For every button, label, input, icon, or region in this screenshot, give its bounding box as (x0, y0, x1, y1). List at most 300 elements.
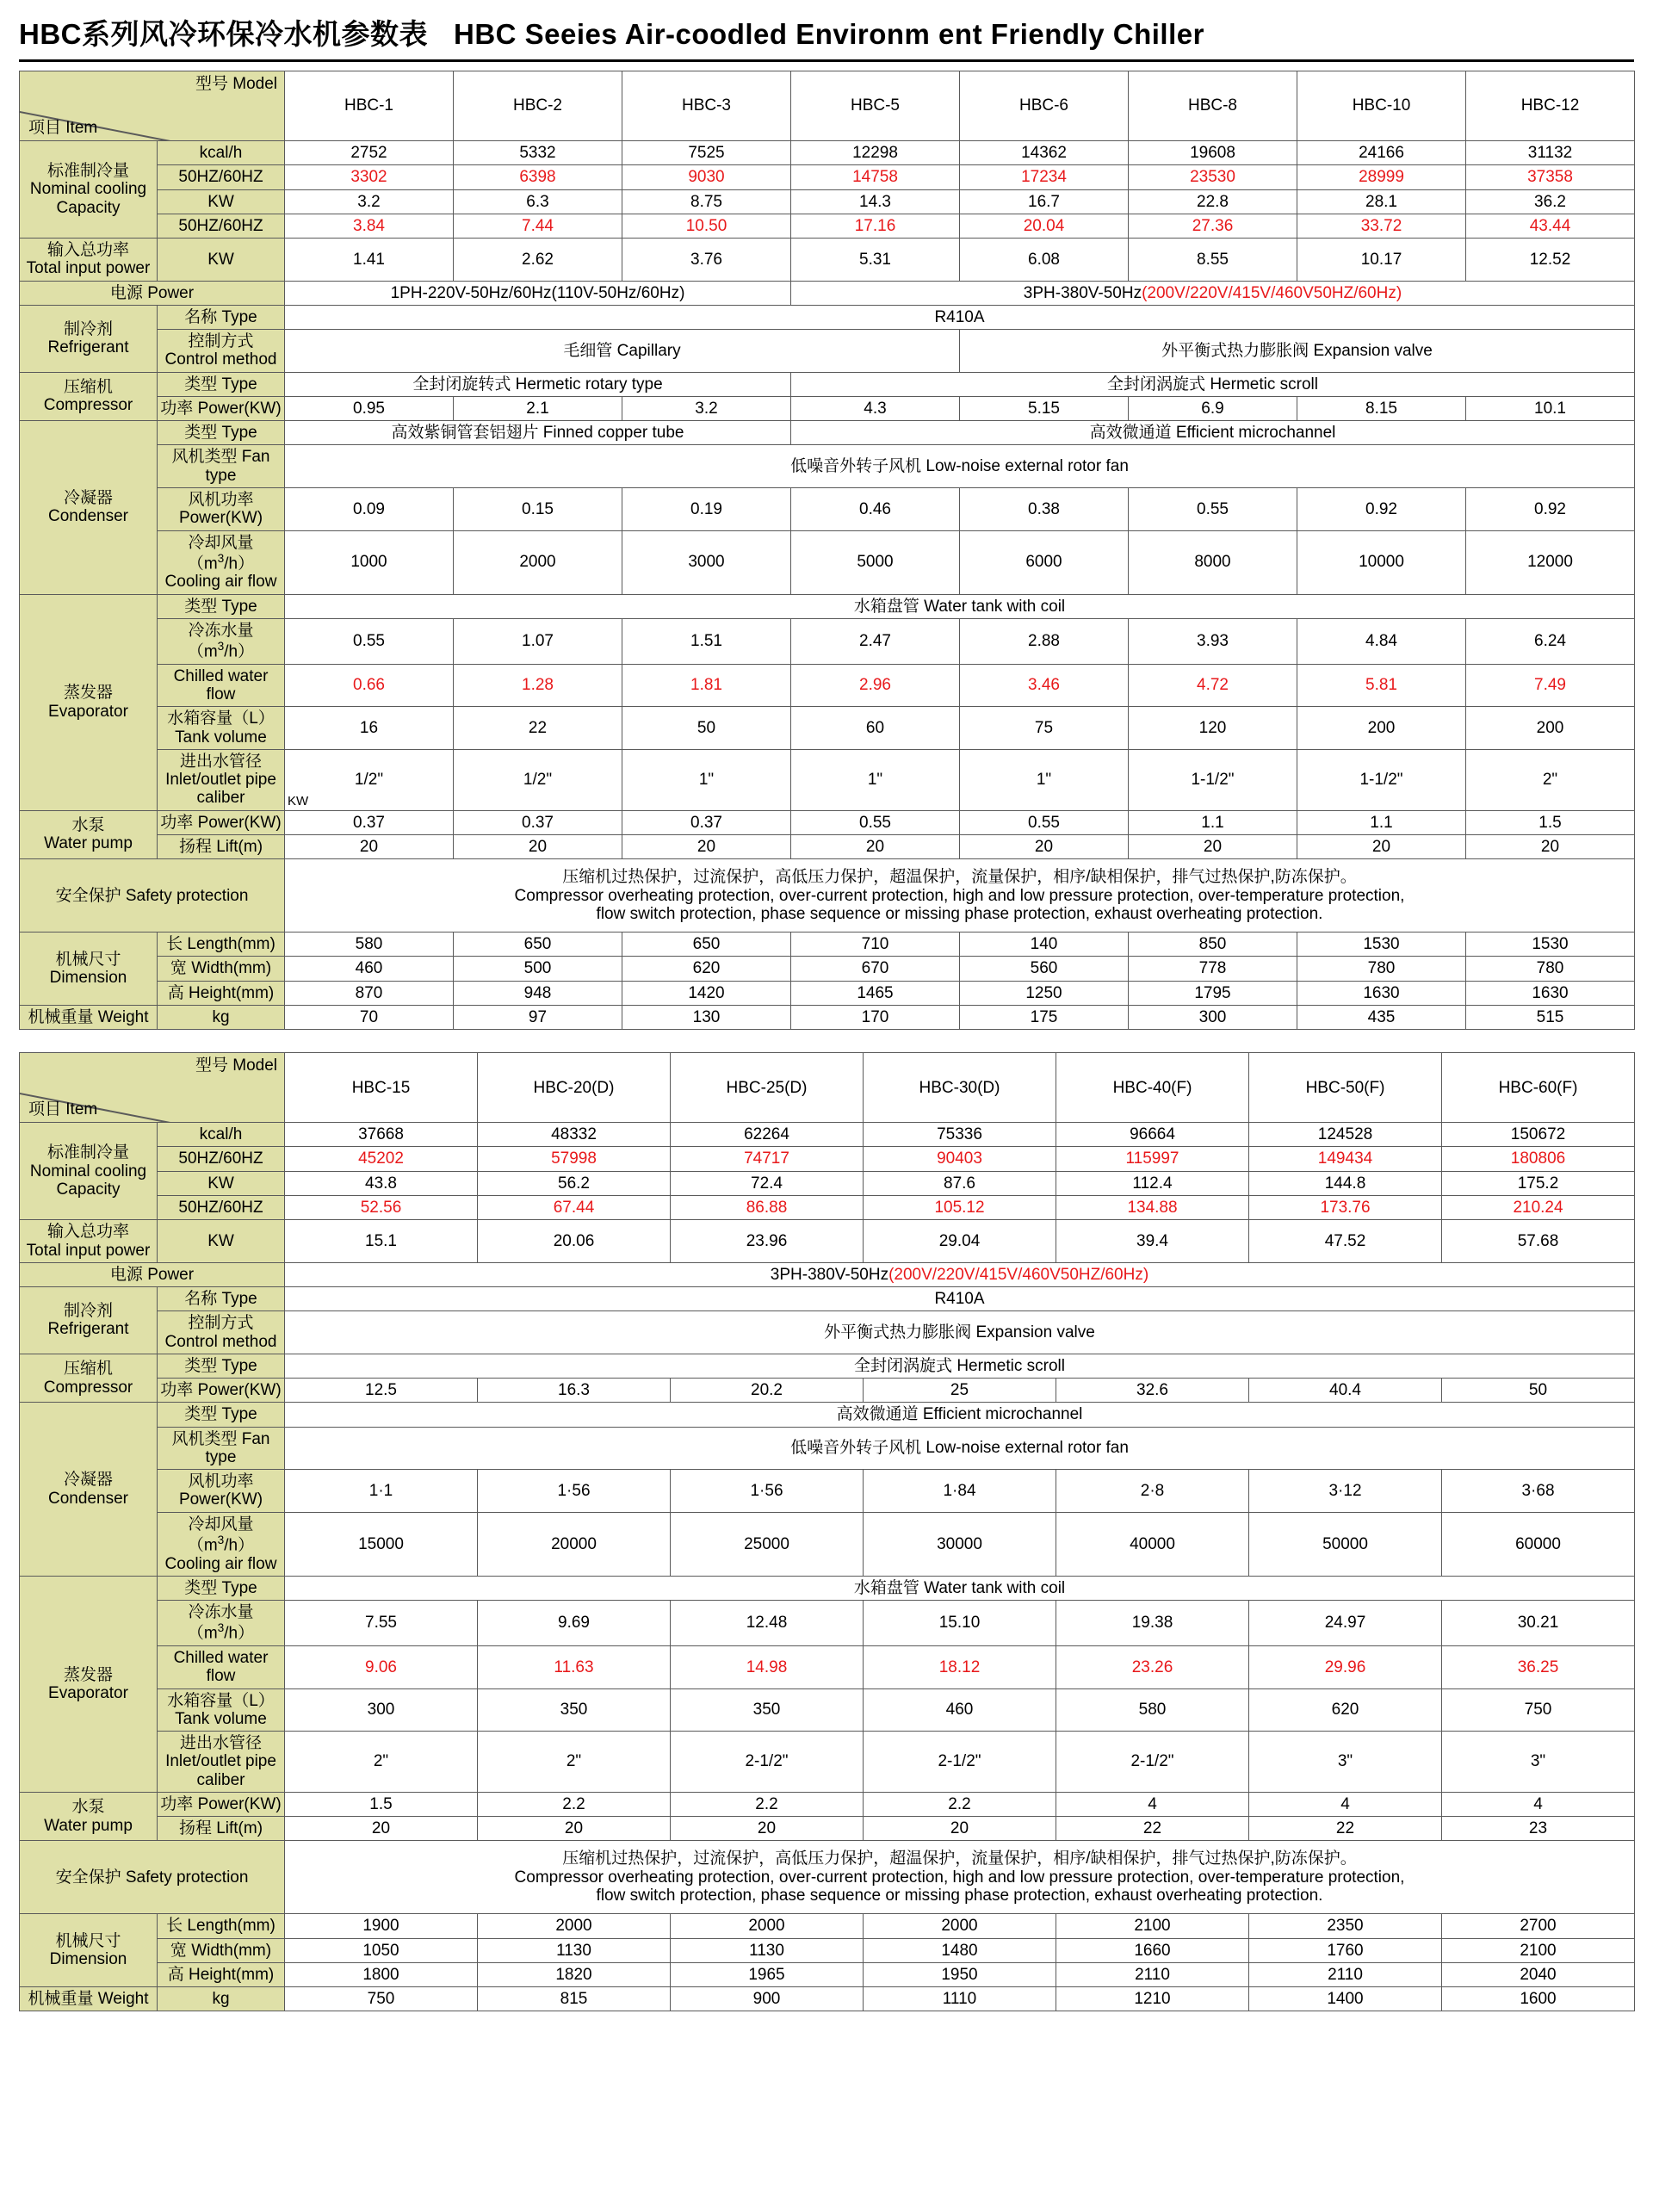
model-header-cell: HBC-50(F) (1249, 1053, 1442, 1123)
cell-value: 620 (622, 957, 791, 981)
cell-value: 20 (478, 1817, 671, 1841)
cell-value: 1/2" (454, 749, 622, 810)
model-header-cell: HBC-10 (1297, 71, 1466, 141)
row-label-total-input-power: 输入总功率 Total input power (20, 1220, 158, 1263)
cell-value: 3000 (622, 530, 791, 594)
cell-value: 815 (478, 1987, 671, 2011)
cell-value: 10.1 (1466, 396, 1635, 420)
cell-power-right (791, 281, 1635, 305)
table-row (20, 421, 1635, 445)
cell-value: 48332 (478, 1123, 671, 1147)
row-label-dimension: 机械尺寸 Dimension (20, 933, 158, 1006)
cell-value: 140 (960, 933, 1129, 957)
row-sublabel-power-kw: 功率 Power(KW) (158, 1792, 285, 1816)
cell-value: 43.8 (285, 1171, 478, 1195)
cell-value: 3" (1442, 1732, 1635, 1793)
table-row (20, 664, 1635, 707)
cell-value: 33.72 (1297, 214, 1466, 238)
table-row (20, 1123, 1635, 1147)
cell-value: 20.06 (478, 1220, 671, 1263)
row-sublabel-width: 宽 Width(mm) (158, 1938, 285, 1962)
cell-value: 1000 (285, 530, 454, 594)
cell-value: 435 (1297, 1005, 1466, 1029)
row-sublabel-type: 类型 Type (158, 1403, 285, 1427)
cell-value: 74717 (671, 1147, 864, 1171)
cell-value: 460 (864, 1688, 1056, 1732)
model-header-cell: HBC-5 (791, 71, 960, 141)
cell-value: 20 (864, 1817, 1056, 1841)
header-item-label: 项目 Item (28, 118, 98, 137)
cell-value: 23530 (1129, 165, 1297, 189)
cell-compressor-type-scroll: 全封闭涡旋式 Hermetic scroll (285, 1354, 1635, 1378)
cell-value: 4.3 (791, 396, 960, 420)
cell-value: 1.28 (454, 664, 622, 707)
cell-refrigerant-name: R410A (285, 1287, 1635, 1311)
cell-value: 14758 (791, 165, 960, 189)
cell-value: 620 (1249, 1688, 1442, 1732)
cell-value: 1660 (1056, 1938, 1249, 1962)
cell-value: 17234 (960, 165, 1129, 189)
row-sublabel-cooling-air-flow: 冷却风量$(m^3/h)$ Cooling air flow (158, 530, 285, 594)
cell-value: 1250 (960, 981, 1129, 1005)
cell-value: 2.62 (454, 239, 622, 282)
row-label-compressor: 压缩机 Compressor (20, 1354, 158, 1403)
page-title-cn: HBC系列风冷环保冷水机参数表 (19, 18, 428, 50)
cell-value: 2110 (1056, 1962, 1249, 1986)
cell-value: 0.46 (791, 487, 960, 530)
row-label-evaporator: 蒸发器 Evaporator (20, 1576, 158, 1792)
cell-value: 2" (1466, 749, 1635, 810)
cell-value: 900 (671, 1987, 864, 2011)
cell-value-pipe (285, 749, 454, 810)
row-sublabel-tank-volume: 水箱容量（L） Tank volume (158, 1688, 285, 1732)
cell-value: 5000 (791, 530, 960, 594)
cell-value: 3.2 (622, 396, 791, 420)
cell-value: 1" (791, 749, 960, 810)
cell-value: 112.4 (1056, 1171, 1249, 1195)
model-header-cell: HBC-8 (1129, 71, 1297, 141)
cell-refrigerant-name: R410A (285, 305, 1635, 329)
cell-value: 2.88 (960, 618, 1129, 664)
header-model-item-cell (20, 71, 285, 141)
cell-value: 2.1 (454, 396, 622, 420)
cell-value: 37668 (285, 1123, 478, 1147)
row-sublabel-kg: kg (158, 1987, 285, 2011)
table-row (20, 1196, 1635, 1220)
cell-value: 1" (622, 749, 791, 810)
cell-value: 710 (791, 933, 960, 957)
cell-value: 7.44 (454, 214, 622, 238)
cell-value: 16 (285, 707, 454, 750)
cell-value: 1.5 (1466, 810, 1635, 834)
cell-value: 150672 (1442, 1123, 1635, 1147)
row-sublabel-power-kw: 功率 Power(KW) (158, 1379, 285, 1403)
table-row (20, 1354, 1635, 1378)
cell-value: 130 (622, 1005, 791, 1029)
cell-value: 12000 (1466, 530, 1635, 594)
row-sublabel-hz: 50HZ/60HZ (158, 1147, 285, 1171)
cell-value: 70 (285, 1005, 454, 1029)
cell-value: 40.4 (1249, 1379, 1442, 1403)
cell-value: 3.2 (285, 189, 454, 214)
cell-value: 23.26 (1056, 1645, 1249, 1688)
cell-value: 67.44 (478, 1196, 671, 1220)
cell-value: 1130 (671, 1938, 864, 1962)
cell-value: 500 (454, 957, 622, 981)
row-sublabel-chilled-water-flow-cn: 冷冻水量$(m^3/h)$ (158, 618, 285, 664)
row-sublabel-type-name: 名称 Type (158, 305, 285, 329)
table-row (20, 487, 1635, 530)
cell-value: 25 (864, 1379, 1056, 1403)
row-sublabel-type: 类型 Type (158, 594, 285, 618)
row-sublabel-chilled-water-flow-en: Chilled water flow (158, 664, 285, 707)
cell-value: 1-1/2" (1297, 749, 1466, 810)
cell-value: 0.09 (285, 487, 454, 530)
cell-value: 124528 (1249, 1123, 1442, 1147)
cell-condenser-type-microchannel: 高效微通道 Efficient microchannel (791, 421, 1635, 445)
cell-value: 6398 (454, 165, 622, 189)
cell-value: 50000 (1249, 1512, 1442, 1576)
cell-value: 10000 (1297, 530, 1466, 594)
cell-value: 2.2 (478, 1792, 671, 1816)
cell-value: 780 (1466, 957, 1635, 981)
cell-value: 37358 (1466, 165, 1635, 189)
cell-value: 27.36 (1129, 214, 1297, 238)
cell-value: 850 (1129, 933, 1297, 957)
cell-value: 1.1 (1297, 810, 1466, 834)
row-sublabel-width: 宽 Width(mm) (158, 957, 285, 981)
cell-value: 0.19 (622, 487, 791, 530)
row-label-dimension: 机械尺寸 Dimension (20, 1914, 158, 1987)
page-title (19, 12, 1634, 62)
cell-value: 28.1 (1297, 189, 1466, 214)
row-sublabel-type: 类型 Type (158, 372, 285, 396)
cell-condenser-type-microchannel: 高效微通道 Efficient microchannel (285, 1403, 1635, 1427)
power-right-red: (200V/220V/415V/460V50HZ/60Hz) (1142, 283, 1402, 302)
table-row (20, 1262, 1635, 1286)
cell-value: 2350 (1249, 1914, 1442, 1938)
table-row (20, 1147, 1635, 1171)
cell-value: 60000 (1442, 1512, 1635, 1576)
model-header-cell: HBC-3 (622, 71, 791, 141)
cell-value: 4 (1249, 1792, 1442, 1816)
cell-value: 300 (1129, 1005, 1297, 1029)
table-row (20, 618, 1635, 664)
cell-value: 1530 (1297, 933, 1466, 957)
cell-value: 0.37 (285, 810, 454, 834)
cell-value: 14362 (960, 141, 1129, 165)
cell-value: 20.2 (671, 1379, 864, 1403)
cell-value: 560 (960, 957, 1129, 981)
cell-value: 20 (1466, 834, 1635, 858)
model-header-cell: HBC-60(F) (1442, 1053, 1635, 1123)
cell-value: 56.2 (478, 1171, 671, 1195)
cell-value: 1050 (285, 1938, 478, 1962)
cell-value: 15.10 (864, 1601, 1056, 1646)
cell-value: 2.96 (791, 664, 960, 707)
cell-value: 120 (1129, 707, 1297, 750)
cell-value: 4 (1442, 1792, 1635, 1816)
cell-value: 1795 (1129, 981, 1297, 1005)
cell-value: 2110 (1249, 1962, 1442, 1986)
cell-value: 25000 (671, 1512, 864, 1576)
model-header-cell: HBC-12 (1466, 71, 1635, 141)
cell-value: 22.8 (1129, 189, 1297, 214)
row-sublabel-cooling-air-flow: 冷却风量$(m^3/h)$ Cooling air flow (158, 1512, 285, 1576)
safety-text-en2: flow switch protection, phase sequence or missing phase protection, exhaust overheating protection. (596, 1887, 1323, 1905)
cell-value: 29.96 (1249, 1645, 1442, 1688)
cell-value: 17.16 (791, 214, 960, 238)
cell-value: 0.37 (454, 810, 622, 834)
cell-value: 5332 (454, 141, 622, 165)
cell-value: 5.15 (960, 396, 1129, 420)
cell-value: 1·84 (864, 1470, 1056, 1513)
cell-value: 1130 (478, 1938, 671, 1962)
cell-value: 20 (454, 834, 622, 858)
cell-value: 6000 (960, 530, 1129, 594)
cell-value: 28999 (1297, 165, 1466, 189)
row-sublabel-length: 长 Length(mm) (158, 1914, 285, 1938)
row-sublabel-type-name: 名称 Type (158, 1287, 285, 1311)
table-row (20, 396, 1635, 420)
cell-value: 22 (1056, 1817, 1249, 1841)
table-row (20, 594, 1635, 618)
cell-value: 650 (454, 933, 622, 957)
row-label-cooling-capacity: 标准制冷量 Nominal cooling Capacity (20, 141, 158, 239)
cell-value: 1.1 (1129, 810, 1297, 834)
row-sublabel-fan-power: 风机功率 Power(KW) (158, 487, 285, 530)
table-row (20, 1512, 1635, 1576)
row-sublabel-lift: 扬程 Lift(m) (158, 834, 285, 858)
cell-value: 1-1/2" (1129, 749, 1297, 810)
cell-value: 30.21 (1442, 1601, 1635, 1646)
cell-value: 3.76 (622, 239, 791, 282)
cell-value: 0.38 (960, 487, 1129, 530)
row-label-weight: 机械重量 Weight (20, 1005, 158, 1029)
cell-value: 580 (285, 933, 454, 957)
table-row (20, 1962, 1635, 1986)
cell-value: 8.15 (1297, 396, 1466, 420)
cell-value: 778 (1129, 957, 1297, 981)
cell-value: 22 (454, 707, 622, 750)
cell-value: 9.06 (285, 1645, 478, 1688)
spec-table-1 (19, 71, 1635, 1030)
table-row (20, 141, 1635, 165)
table-row (20, 1987, 1635, 2011)
cell-value: 460 (285, 957, 454, 981)
row-sublabel-kw: KW (158, 1220, 285, 1263)
cell-value: 515 (1466, 1005, 1635, 1029)
cell-value: 16.3 (478, 1379, 671, 1403)
cell-value: 1/2" (354, 771, 384, 790)
cell-value: 1·56 (478, 1470, 671, 1513)
cell-value: 870 (285, 981, 454, 1005)
cell-value: 144.8 (1249, 1171, 1442, 1195)
table-row (20, 1914, 1635, 1938)
cell-value: 5.81 (1297, 664, 1466, 707)
table-row (20, 1576, 1635, 1600)
cell-value: 19608 (1129, 141, 1297, 165)
cell-value: 4.84 (1297, 618, 1466, 664)
cell-value: 750 (1442, 1688, 1635, 1732)
cell-value: 1.41 (285, 239, 454, 282)
cell-value: 50 (1442, 1379, 1635, 1403)
table-row (20, 1379, 1635, 1403)
safety-text-en1: Compressor overheating protection, over-current protection, high and low pressure protection, over-temperature protection, (514, 886, 1405, 905)
table-row (20, 372, 1635, 396)
table-row (20, 214, 1635, 238)
cell-value: 0.15 (454, 487, 622, 530)
row-sublabel-control-method: 控制方式 Control method (158, 1311, 285, 1354)
table-row (20, 1601, 1635, 1646)
table-row (20, 189, 1635, 214)
cell-value: 0.55 (960, 810, 1129, 834)
cell-value: 350 (671, 1688, 864, 1732)
cell-value: 149434 (1249, 1147, 1442, 1171)
cell-value: 29.04 (864, 1220, 1056, 1263)
cell-value: 7525 (622, 141, 791, 165)
row-label-power-supply: 电源 Power (20, 1262, 285, 1286)
row-sublabel-type: 类型 Type (158, 1354, 285, 1378)
cell-value: 12298 (791, 141, 960, 165)
cell-value: 1" (960, 749, 1129, 810)
row-sublabel-kw: KW (158, 189, 285, 214)
cell-value: 8.55 (1129, 239, 1297, 282)
row-label-compressor: 压缩机 Compressor (20, 372, 158, 421)
table-row (20, 305, 1635, 329)
cell-evaporator-type: 水箱盘管 Water tank with coil (285, 594, 1635, 618)
row-sublabel-hz: 50HZ/60HZ (158, 1196, 285, 1220)
table-row (20, 1287, 1635, 1311)
cell-fan-type: 低噪音外转子风机 Low-noise external rotor fan (285, 445, 1635, 488)
cell-value: 1420 (622, 981, 791, 1005)
row-sublabel-pipe-caliber: 进出水管径 Inlet/outlet pipe caliber (158, 749, 285, 810)
cell-value: 1·1 (285, 1470, 478, 1513)
row-sublabel-kw: KW (158, 239, 285, 282)
cell-value: 350 (478, 1688, 671, 1732)
cell-value: 3302 (285, 165, 454, 189)
cell-value: 9030 (622, 165, 791, 189)
cell-value: 75 (960, 707, 1129, 750)
row-sublabel-length: 长 Length(mm) (158, 933, 285, 957)
cell-value: 86.88 (671, 1196, 864, 1220)
row-sublabel-chilled-water-flow-cn: 冷冻水量$(m^3/h)$ (158, 1601, 285, 1646)
row-label-condenser: 冷凝器 Condenser (20, 1403, 158, 1576)
row-sublabel-control-method: 控制方式 Control method (158, 330, 285, 373)
cell-value: 175.2 (1442, 1171, 1635, 1195)
table-row (20, 1005, 1635, 1029)
cell-value: 20 (1297, 834, 1466, 858)
cell-value: 0.55 (791, 810, 960, 834)
table-row (20, 933, 1635, 957)
cell-value: 4 (1056, 1792, 1249, 1816)
model-header-cell: HBC-15 (285, 1053, 478, 1123)
cell-safety-protection (285, 859, 1635, 933)
cell-value: 16.7 (960, 189, 1129, 214)
cell-value: 10.17 (1297, 239, 1466, 282)
cell-value: 180806 (1442, 1147, 1635, 1171)
model-header-cell: HBC-6 (960, 71, 1129, 141)
cell-value: 6.9 (1129, 396, 1297, 420)
row-sublabel-power-kw: 功率 Power(KW) (158, 810, 285, 834)
safety-text-cn: 压缩机过热保护，过流保护，高低压力保护，超温保护，流量保护，相序/缺相保护，排气过热保护,防冻保护。 (562, 1850, 1357, 1868)
row-sublabel-height: 高 Height(mm) (158, 981, 285, 1005)
cell-value: 134.88 (1056, 1196, 1249, 1220)
cell-value: 20 (960, 834, 1129, 858)
table-row (20, 1427, 1635, 1470)
cell-value: 24166 (1297, 141, 1466, 165)
row-sublabel-hz: 50HZ/60HZ (158, 214, 285, 238)
table-row (20, 859, 1635, 933)
cell-value: 1110 (864, 1987, 1056, 2011)
cell-value: 2100 (1056, 1914, 1249, 1938)
cell-value: 20000 (478, 1512, 671, 1576)
cell-value: 1800 (285, 1962, 478, 1986)
cell-value: 1820 (478, 1962, 671, 1986)
cell-value: 948 (454, 981, 622, 1005)
cell-value: 36.25 (1442, 1645, 1635, 1688)
cell-value: 1600 (1442, 1987, 1635, 2011)
table-row-header (20, 71, 1635, 141)
cell-value: 1.07 (454, 618, 622, 664)
cell-value: 105.12 (864, 1196, 1056, 1220)
cell-value: 96664 (1056, 1123, 1249, 1147)
cell-value: 1630 (1466, 981, 1635, 1005)
safety-text-cn: 压缩机过热保护，过流保护，高低压力保护，超温保护，流量保护，相序/缺相保护，排气过热保护,防冻保护。 (562, 868, 1357, 887)
model-header-cell: HBC-25(D) (671, 1053, 864, 1123)
row-sublabel-hz: 50HZ/60HZ (158, 165, 285, 189)
table-row (20, 1732, 1635, 1793)
cell-value: 52.56 (285, 1196, 478, 1220)
table-row (20, 707, 1635, 750)
cell-value: 8.75 (622, 189, 791, 214)
row-sublabel-type: 类型 Type (158, 1576, 285, 1600)
cell-value: 45202 (285, 1147, 478, 1171)
safety-text-en1: Compressor overheating protection, over-current protection, high and low pressure protection, over-temperature protection, (514, 1868, 1405, 1887)
table-row (20, 1470, 1635, 1513)
cell-value: 2752 (285, 141, 454, 165)
row-label-power-supply: 电源 Power (20, 281, 285, 305)
cell-value: 97 (454, 1005, 622, 1029)
row-sublabel-lift: 扬程 Lift(m) (158, 1817, 285, 1841)
cell-value: 60 (791, 707, 960, 750)
cell-value: 2700 (1442, 1914, 1635, 1938)
cell-value: 1950 (864, 1962, 1056, 1986)
cell-value: 18.12 (864, 1645, 1056, 1688)
cell-value: 200 (1466, 707, 1635, 750)
row-sublabel-fan-type: 风机类型 Fan type (158, 1427, 285, 1470)
table-row (20, 1792, 1635, 1816)
cell-value: 0.95 (285, 396, 454, 420)
row-sublabel-pipe-caliber: 进出水管径 Inlet/outlet pipe caliber (158, 1732, 285, 1793)
table-row (20, 165, 1635, 189)
table-row (20, 1841, 1635, 1914)
header-model-label: 型号 Model (195, 1056, 277, 1075)
cell-value: 0.55 (1129, 487, 1297, 530)
cell-value: 580 (1056, 1688, 1249, 1732)
cell-value: 2000 (864, 1914, 1056, 1938)
table-row (20, 957, 1635, 981)
cell-value: 24.97 (1249, 1601, 1442, 1646)
row-label-condenser: 冷凝器 Condenser (20, 421, 158, 594)
cell-value: 72.4 (671, 1171, 864, 1195)
table-row (20, 1938, 1635, 1962)
cell-value: 20 (285, 834, 454, 858)
table-row (20, 445, 1635, 488)
cell-value: 57.68 (1442, 1220, 1635, 1263)
table-row (20, 1311, 1635, 1354)
table-row (20, 834, 1635, 858)
